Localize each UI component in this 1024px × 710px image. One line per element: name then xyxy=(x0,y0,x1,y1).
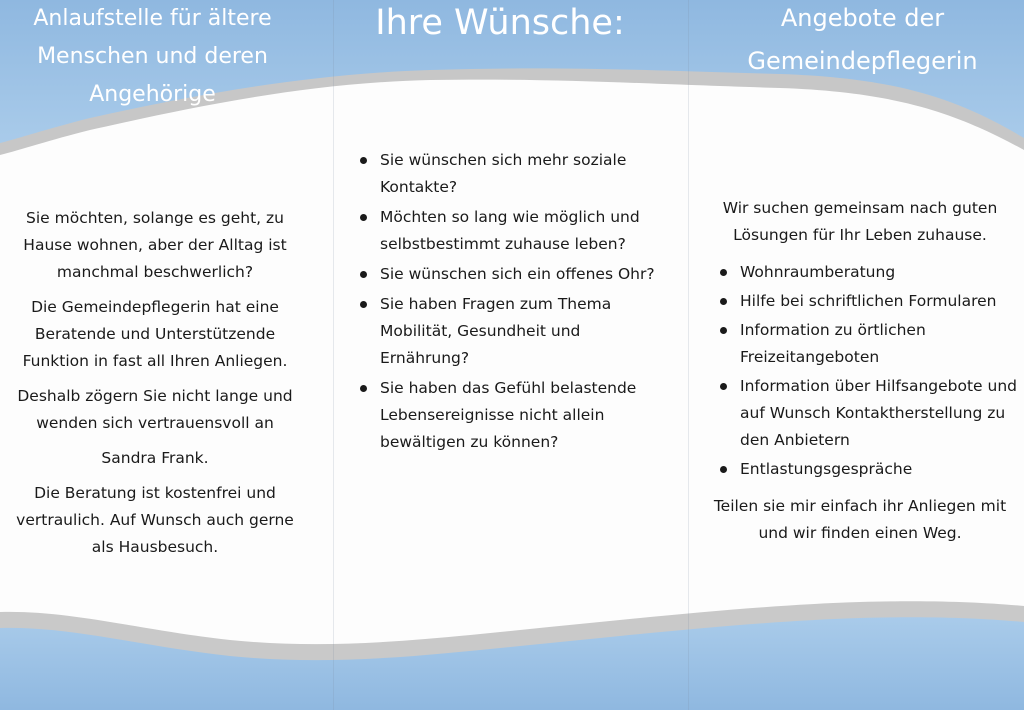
list-item xyxy=(700,259,1020,286)
right-panel-body xyxy=(700,195,1020,547)
list-item-text: Entlastungsgespräche xyxy=(740,460,913,478)
left-paragraph: Die Gemeindepflegerin hat eine Beratende und Unterstützende Funktion in fast all Ihren Anliegen. xyxy=(22,298,288,370)
bullet-icon xyxy=(720,327,727,334)
right-panel-heading: Angebote der Gemeindepflegerin xyxy=(747,4,978,75)
list-item-text: Möchten so lang wie möglich und selbstbestimmt zuhause leben? xyxy=(380,208,640,253)
list-item xyxy=(352,261,667,288)
bullet-icon xyxy=(360,301,367,308)
middle-panel-body xyxy=(352,147,667,459)
left-paragraph: Die Beratung ist kostenfrei und vertraulich. Auf Wunsch auch gerne als Hausbesuch. xyxy=(16,484,294,556)
bullet-icon xyxy=(720,466,727,473)
contact-name: Sandra Frank. xyxy=(101,449,209,467)
list-item xyxy=(700,373,1020,454)
bullet-icon xyxy=(720,383,727,390)
list-item-text: Information über Hilfsangebote und auf Wunsch Kontaktherstellung zu den Anbietern xyxy=(740,377,1017,449)
list-item-text: Sie wünschen sich ein offenes Ohr? xyxy=(380,265,655,283)
list-item xyxy=(700,288,1020,315)
list-item-text: Sie haben das Gefühl belastende Lebensereignisse nicht allein bewältigen zu können? xyxy=(380,379,637,451)
bullet-icon xyxy=(360,214,367,221)
bullet-icon xyxy=(720,269,727,276)
list-item-text: Sie haben Fragen zum Thema Mobilität, Gesundheit und Ernährung? xyxy=(380,295,612,367)
left-panel-heading: Anlaufstelle für ältere Menschen und deren Angehörige xyxy=(33,6,272,107)
left-paragraph: Deshalb zögern Sie nicht lange und wenden sich vertrauensvoll an xyxy=(17,387,293,432)
bullet-icon xyxy=(360,385,367,392)
list-item xyxy=(700,456,1020,483)
list-item-text: Information zu örtlichen Freizeitangeboten xyxy=(740,321,926,366)
middle-panel-heading: Ihre Wünsche: xyxy=(375,3,625,43)
right-outro: Teilen sie mir einfach ihr Anliegen mit und wir finden einen Weg. xyxy=(713,497,1007,542)
list-item xyxy=(352,375,667,456)
left-panel-body xyxy=(5,205,305,569)
right-intro: Wir suchen gemeinsam nach guten Lösungen für Ihr Leben zuhause. xyxy=(722,199,998,244)
list-item xyxy=(352,147,667,201)
list-item-text: Hilfe bei schriftlichen Formularen xyxy=(740,292,997,310)
wishes-list xyxy=(352,147,667,456)
bullet-icon xyxy=(360,157,367,164)
bullet-icon xyxy=(360,271,367,278)
fold-line xyxy=(333,0,334,710)
list-item xyxy=(352,291,667,372)
offers-list xyxy=(700,259,1020,483)
list-item xyxy=(352,204,667,258)
list-item-text: Sie wünschen sich mehr soziale Kontakte? xyxy=(380,151,627,196)
list-item xyxy=(700,317,1020,371)
bullet-icon xyxy=(720,298,727,305)
list-item-text: Wohnraumberatung xyxy=(740,263,896,281)
fold-line xyxy=(688,0,689,710)
left-paragraph: Sie möchten, solange es geht, zu Hause wohnen, aber der Alltag ist manchmal beschwerlich? xyxy=(23,209,287,281)
